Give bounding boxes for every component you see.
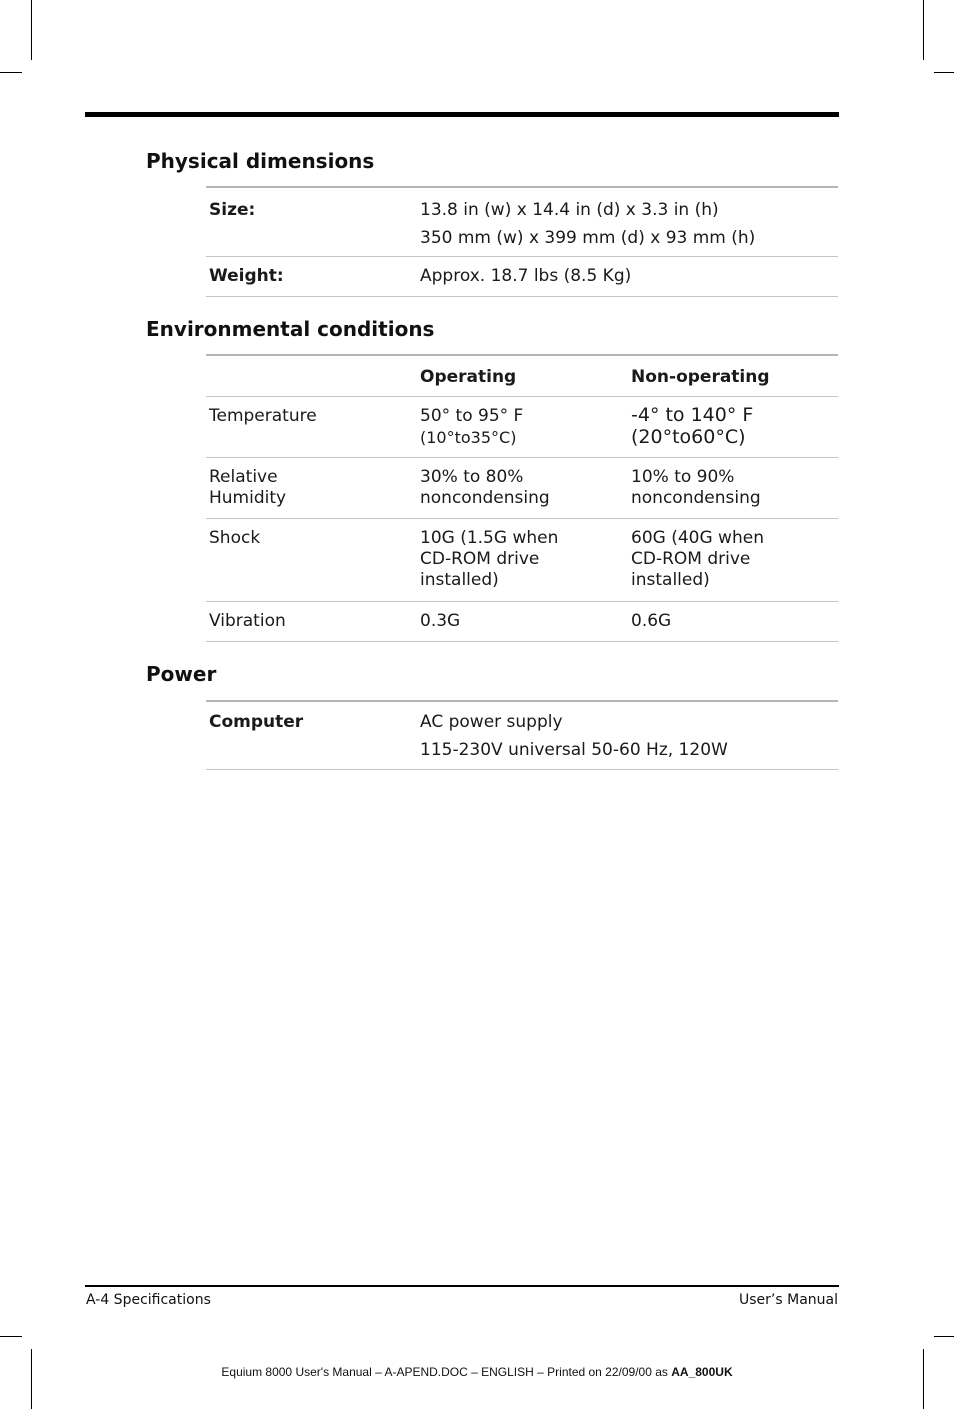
vibration-non-operating: 0.6G bbox=[631, 611, 672, 631]
shock-non-operating: 60G (40G when CD-ROM drive installed) bbox=[631, 528, 764, 590]
crop-mark bbox=[31, 1349, 32, 1409]
section-title-power: Power bbox=[146, 662, 217, 686]
size-value-metric: 350 mm (w) x 399 mm (d) x 93 mm (h) bbox=[420, 228, 756, 248]
header-rule bbox=[85, 112, 839, 117]
table-row bbox=[206, 188, 838, 256]
physical-table bbox=[206, 186, 838, 297]
humidity-operating: 30% to 80% noncondensing bbox=[420, 467, 550, 508]
crop-mark bbox=[934, 72, 954, 73]
humidity-non-operating: 10% to 90% noncondensing bbox=[631, 467, 761, 508]
temperature-non-operating: -4° to 140° F (20°to60°C) bbox=[631, 404, 754, 448]
section-title-environmental: Environmental conditions bbox=[146, 317, 435, 341]
power-supply-type: AC power supply bbox=[420, 712, 563, 732]
humidity-label: Relative Humidity bbox=[209, 467, 287, 508]
vibration-label: Vibration bbox=[209, 611, 286, 631]
power-supply-spec: 115-230V universal 50-60 Hz, 120W bbox=[420, 740, 728, 760]
size-value-imperial: 13.8 in (w) x 14.4 in (d) x 3.3 in (h) bbox=[420, 200, 719, 220]
header-non-operating: Non-operating bbox=[631, 367, 770, 387]
size-label: Size: bbox=[209, 200, 256, 220]
table-rule bbox=[206, 296, 838, 297]
weight-label: Weight: bbox=[209, 266, 284, 286]
computer-label: Computer bbox=[209, 712, 304, 732]
footer-manual-label: User’s Manual bbox=[739, 1292, 838, 1308]
table-rule bbox=[206, 769, 838, 770]
footer-page-label: A-4 Specifications bbox=[86, 1292, 211, 1308]
table-row bbox=[206, 519, 838, 601]
crop-mark bbox=[923, 0, 924, 60]
crop-mark bbox=[923, 1349, 924, 1409]
table-row bbox=[206, 602, 838, 641]
crop-mark bbox=[31, 0, 32, 60]
table-row bbox=[206, 257, 838, 296]
weight-value: Approx. 18.7 lbs (8.5 Kg) bbox=[420, 266, 632, 286]
footer-rule bbox=[85, 1285, 839, 1287]
power-table bbox=[206, 700, 838, 770]
table-row bbox=[206, 397, 838, 457]
temperature-label: Temperature bbox=[209, 406, 317, 426]
section-title-physical: Physical dimensions bbox=[146, 149, 375, 173]
crop-mark bbox=[934, 1336, 954, 1337]
shock-label: Shock bbox=[209, 528, 261, 548]
temperature-operating: 50° to 95° F (10°to35°C) bbox=[420, 406, 524, 447]
vibration-operating: 0.3G bbox=[420, 611, 461, 631]
table-rule bbox=[206, 641, 838, 642]
print-info: Equium 8000 User's Manual – A-APEND.DOC – ENGLISH – Printed on 22/09/00 as AA_800UK bbox=[221, 1365, 733, 1379]
crop-mark bbox=[0, 72, 22, 73]
header-operating: Operating bbox=[420, 367, 517, 387]
shock-operating: 10G (1.5G when CD-ROM drive installed) bbox=[420, 528, 559, 590]
table-row bbox=[206, 458, 838, 518]
table-row bbox=[206, 702, 838, 769]
table-header-row bbox=[206, 356, 838, 396]
environmental-table bbox=[206, 354, 838, 642]
crop-mark bbox=[0, 1336, 22, 1337]
